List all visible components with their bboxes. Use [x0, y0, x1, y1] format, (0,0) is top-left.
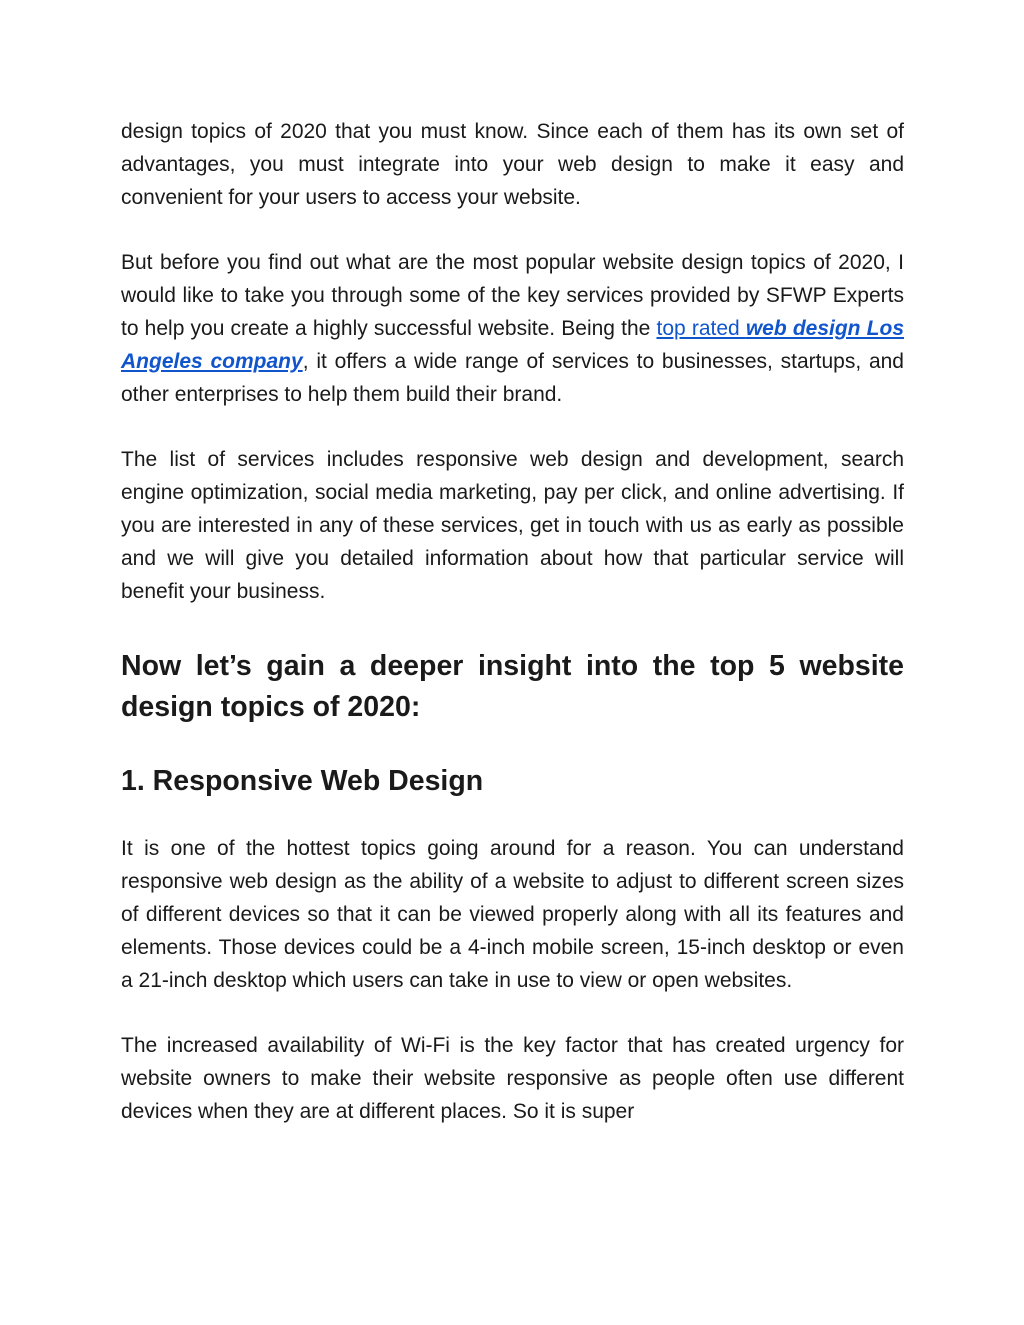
paragraph-text-after-link: , it offers a wide range of services to businesses, startups, and other enterprises to help them build their brand.: [121, 349, 904, 406]
document-page: [121, 116, 904, 1129]
link-plain-text: top rated: [656, 316, 746, 340]
section-heading-responsive-web-design: 1. Responsive Web Design: [121, 765, 484, 798]
paragraph-text-before-link: But before you find out what are the most popular website design topics of 2020, I would like to take you through some of the key services provided by SFWP Experts to help you create a highly successful website. Being the: [121, 251, 904, 340]
wifi-paragraph: The increased availability of Wi-Fi is the key factor that has created urgency for website owners to make their website responsive as people often use different devices when they are at different places. So it is super: [121, 1034, 904, 1123]
intro-paragraph: design topics of 2020 that you must know. Since each of them has its own set of advantages, you must integrate into your web design to make it easy and convenient for your users to access your website.: [121, 120, 904, 209]
services-intro-paragraph: [121, 247, 904, 411]
link-bold-text: web design Los Angeles company: [121, 316, 904, 373]
main-heading: Now let’s gain a deeper insight into the top 5 website design topics of 2020:: [121, 650, 904, 724]
responsive-design-paragraph: It is one of the hottest topics going around for a reason. You can understand responsive web design as the ability of a website to adjust to different screen sizes of different devices so that it can be viewed properly along with all its features and elements. Those devices could be a 4-inch mobile screen, 15-inch desktop or even a 21-inch desktop which users can take in use to view or open websites.: [121, 837, 904, 992]
services-list-paragraph: The list of services includes responsive web design and development, search engine optimization, social media marketing, pay per click, and online advertising. If you are interested in any of these services, get in touch with us as early as possible and we will give you detailed information about how that particular service will benefit your business.: [121, 448, 904, 603]
